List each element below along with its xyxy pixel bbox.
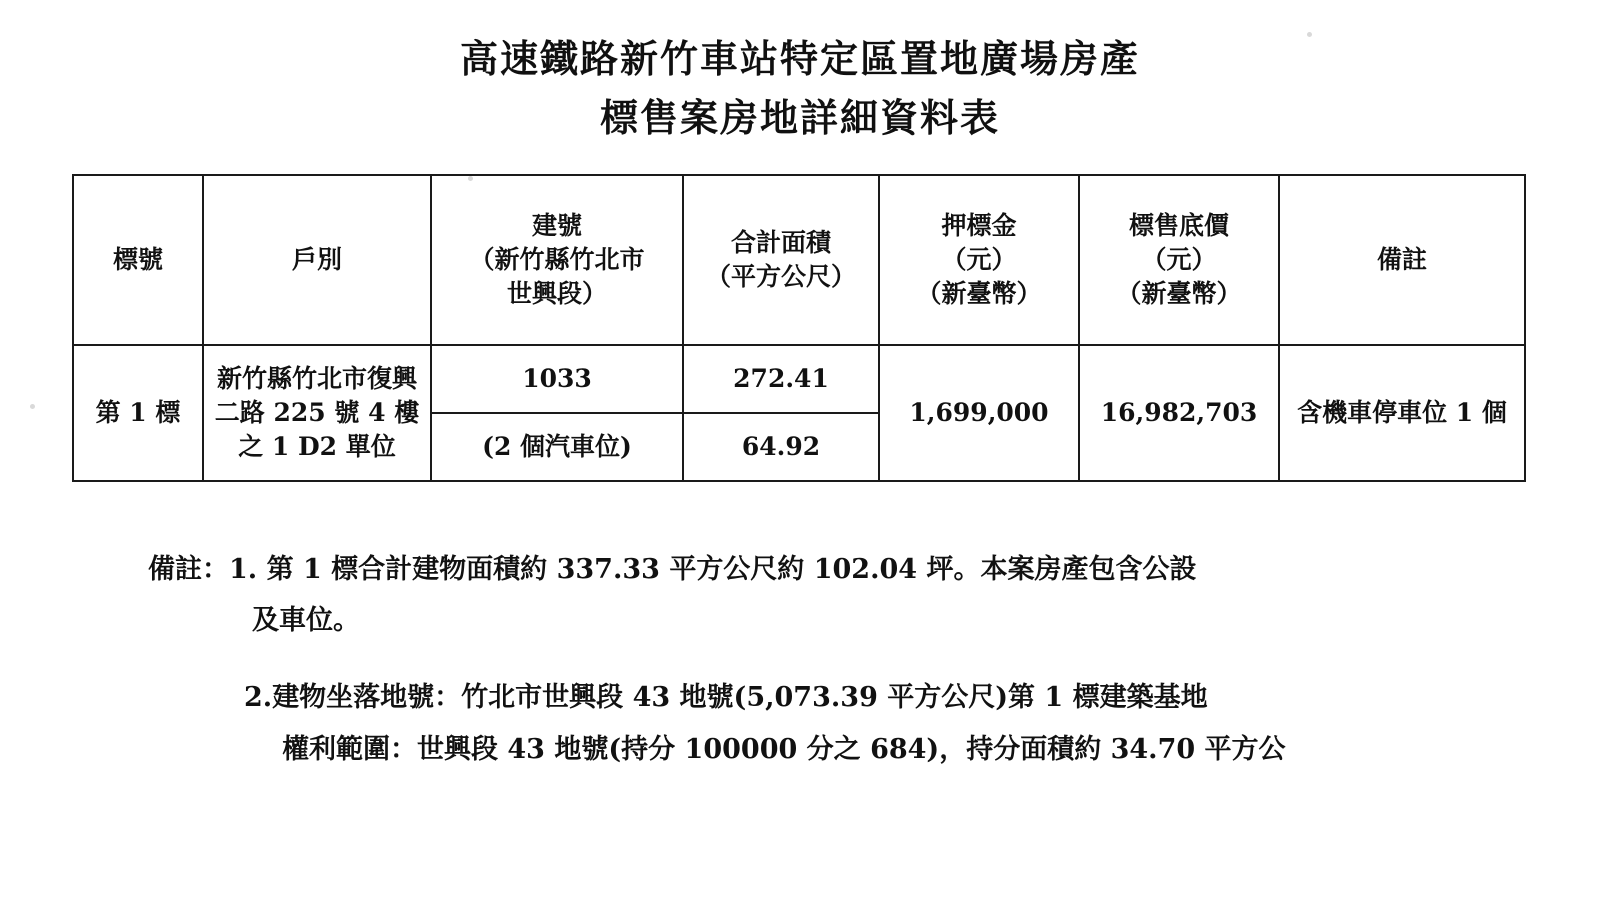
- header-building-no-line2: （新竹縣竹北市: [469, 244, 645, 274]
- title-line-1: 高速鐵路新竹車站特定區置地廣場房產: [459, 36, 1140, 81]
- header-area-line1: 合計面積: [730, 228, 831, 258]
- document-title: [0, 0, 1600, 148]
- property-detail-table: [72, 174, 1526, 482]
- header-area-line2: （平方公尺）: [705, 261, 856, 291]
- scan-speckle: [30, 404, 35, 409]
- cell-unit: 新竹縣竹北市復興二路 225 號 4 樓之 1 D2 單位: [203, 345, 431, 481]
- scan-speckle: [468, 176, 473, 181]
- header-note: 備註: [1279, 175, 1525, 345]
- cell-building-no-2: (2 個汽車位): [431, 413, 683, 481]
- note-1-index: 1.: [229, 553, 258, 585]
- note-2-text: 建物坐落地號：竹北市世興段 43 地號(5,073.39 平方公尺)第 1 標建築基地: [272, 682, 1208, 714]
- notes-section: [0, 544, 1600, 775]
- note-item-1: [148, 544, 1600, 647]
- cell-area-1: 272.41: [683, 345, 879, 413]
- scan-speckle: [1307, 32, 1312, 37]
- header-area: [683, 175, 879, 345]
- note-1-text: 第 1 標合計建物面積約 337.33 平方公尺約 102.04 坪。本案房產包含公設: [266, 553, 1197, 585]
- note-2-continued: 權利範圍：世興段 43 地號(持分 100000 分之 684)，持分面積約 34.70 平方公: [282, 733, 1286, 765]
- table-header-row: [73, 175, 1525, 345]
- table-row: [73, 345, 1525, 413]
- header-bid-no: 標號: [73, 175, 203, 345]
- notes-label: 備註：: [148, 553, 229, 585]
- cell-price: 16,982,703: [1079, 345, 1279, 481]
- note-2-index: 2.: [244, 682, 273, 714]
- header-building-no-line1: 建號: [531, 211, 582, 241]
- header-building-no: [431, 175, 683, 345]
- header-price-line1: 標售底價: [1128, 211, 1229, 241]
- header-building-no-line3: 世興段）: [506, 278, 607, 308]
- title-line-2: 標售案房地詳細資料表: [599, 94, 1000, 140]
- header-deposit-line1: 押標金: [941, 211, 1017, 241]
- header-price-line2: （元）: [1141, 244, 1217, 274]
- header-deposit-line2: （元）: [941, 244, 1017, 274]
- note-1-continued: 及車位。: [252, 605, 360, 637]
- header-deposit-line3: （新臺幣）: [916, 278, 1042, 308]
- header-deposit: [879, 175, 1079, 345]
- note-item-2: [148, 672, 1600, 775]
- header-price: [1079, 175, 1279, 345]
- cell-building-no-1: 1033: [431, 345, 683, 413]
- header-price-line3: （新臺幣）: [1116, 278, 1242, 308]
- cell-deposit: 1,699,000: [879, 345, 1079, 481]
- cell-bid-no: 第 1 標: [73, 345, 203, 481]
- header-unit: 戶別: [203, 175, 431, 345]
- cell-note: 含機車停車位 1 個: [1279, 345, 1525, 481]
- cell-area-2: 64.92: [683, 413, 879, 481]
